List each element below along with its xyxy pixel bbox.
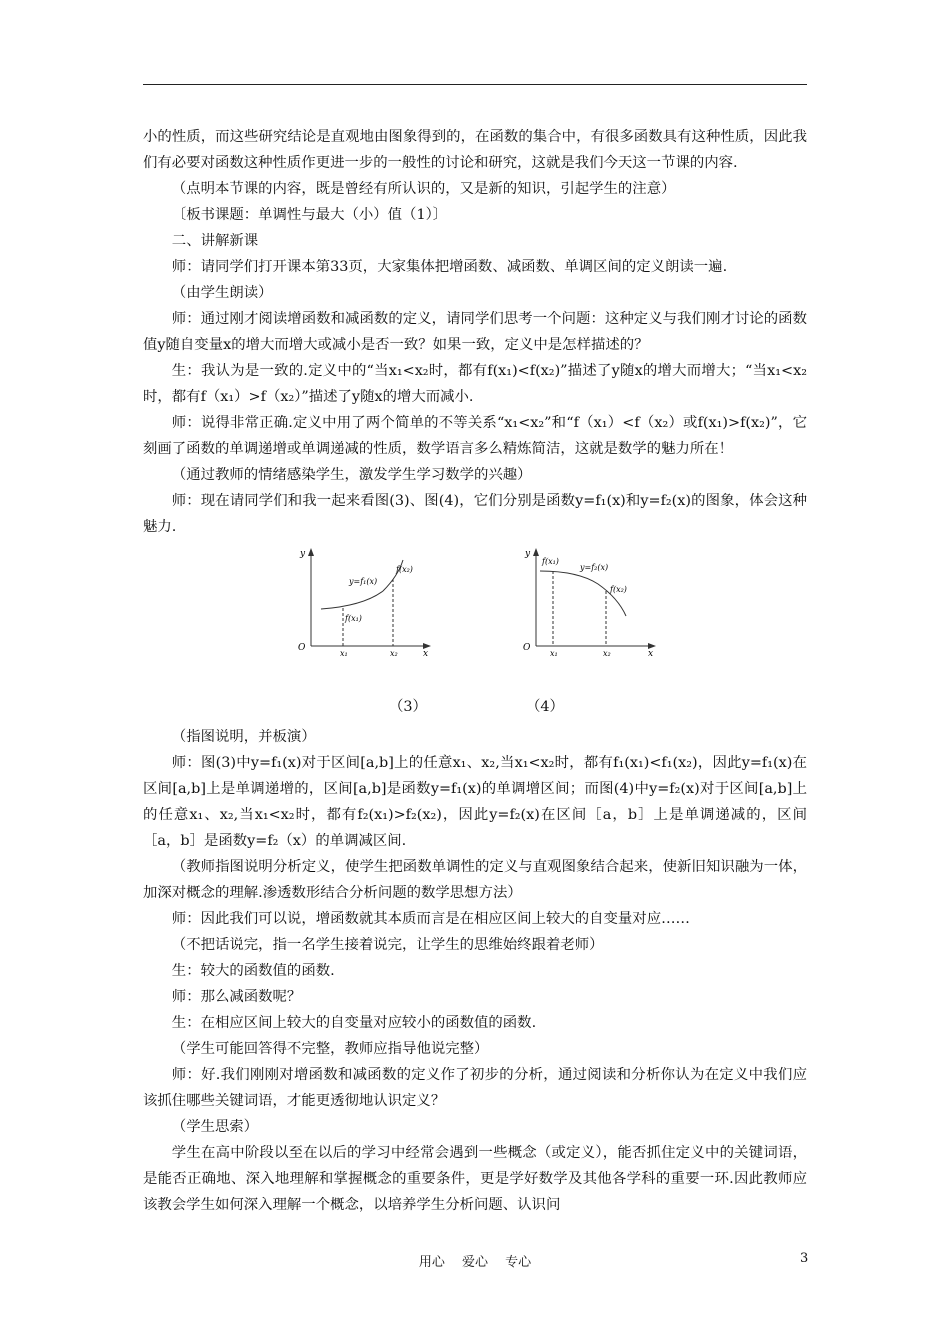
figure-3 bbox=[293, 546, 433, 656]
header-rule bbox=[143, 84, 807, 85]
fig4-fx1-label: f(x₁) bbox=[542, 557, 559, 566]
fig4-curve-label: y=f₂(x) bbox=[580, 563, 609, 572]
paragraph: （指图说明，并板演） bbox=[171, 729, 316, 745]
paragraph: （学生可能回答得不完整，教师应指导他说完整） bbox=[171, 1041, 489, 1057]
paragraph: （教师指图说明分析定义，使学生把函数单调性的定义与直观图象结合起来，使新旧知识融为一体，加深对概念的理解.渗透数形结合分析问题的数学思想方法） bbox=[143, 859, 807, 901]
paragraph: （由学生朗读） bbox=[171, 285, 273, 301]
paragraph: 师：说得非常正确.定义中用了两个简单的不等关系“x₁<x₂”和“f（x₁）<f（x₂）或f(x₁)>f(x₂)”，它刻画了函数的单调递增或单调递减的性质，数学语言多么精炼简洁，这就是数学的魅力所在！ bbox=[143, 415, 807, 457]
paragraph: 学生在高中阶段以至在以后的学习中经常会遇到一些概念（或定义），能否抓住定义中的关键词语，是能否正确地、深入地理解和掌握概念的重要条件，更是学好数学及其他各学科的重要一环.因此教师应该教会学生如何深入理解一个概念，以培养学生分析问题、认识问 bbox=[143, 1145, 807, 1213]
footer-motto: 用心 爱心 专心 bbox=[418, 1255, 532, 1270]
paragraph: （学生思索） bbox=[171, 1119, 259, 1135]
fig3-curve-label: y=f₁(x) bbox=[349, 577, 378, 586]
text-block-top bbox=[143, 124, 807, 540]
fig3-fx1-label: f(x₁) bbox=[345, 614, 362, 623]
fig4-y-label: y bbox=[525, 549, 531, 559]
fig4-origin: O bbox=[523, 643, 531, 653]
fig3-x-label: x bbox=[423, 649, 429, 656]
text-block-bottom bbox=[143, 724, 807, 1218]
figure-4-caption: （4） bbox=[526, 699, 564, 715]
fig3-x1-label: x₁ bbox=[340, 649, 348, 656]
fig4-x-label: x bbox=[648, 649, 654, 656]
fig3-y-label: y bbox=[300, 549, 306, 559]
paragraph: 生：在相应区间上较大的自变量对应较小的函数值的函数. bbox=[171, 1015, 537, 1031]
paragraph: （点明本节课的内容，既是曾经有所认识的，又是新的知识，引起学生的注意） bbox=[171, 181, 676, 197]
paragraph: 师：好.我们刚刚对增函数和减函数的定义作了初步的分析，通过阅读和分析你认为在定义中我们应该抓住哪些关键词语，才能更透彻地认识定义？ bbox=[143, 1067, 807, 1109]
fig4-x1-label: x₁ bbox=[550, 649, 558, 656]
paragraph: 师：图(3)中y=f₁(x)对于区间[a,b]上的任意x₁、x₂,当x₁<x₂时，都有f₁(x₁)<f₁(x₂)，因此y=f₁(x)在区间[a,b]上是单调递增的，区间[a,b]是函数y=f₁(x)的单调增区间；而图(4)中y=f₂(x)对于区间[a,b]上的任意x₁、x₂,当x₁<x₂时，都有f₂(x₁)>f₂(x₂)，因此y=f₂(x)在区间［a，b］上是单调递减的，区间［a，b］是函数y=f₂（x）的单调减区间. bbox=[143, 755, 807, 849]
paragraph: 师：通过刚才阅读增函数和减函数的定义，请同学们思考一个问题：这种定义与我们刚才讨论的函数值y随自变量x的增大而增大或减小是否一致？如果一致，定义中是怎样描述的？ bbox=[143, 311, 807, 353]
fig4-fx2-label: f(x₂) bbox=[610, 585, 627, 594]
paragraph: 师：请同学们打开课本第33页，大家集体把增函数、减函数、单调区间的定义朗读一遍. bbox=[171, 259, 728, 275]
fig3-x2-label: x₂ bbox=[390, 649, 398, 656]
figure-captions bbox=[143, 694, 807, 724]
paragraph: （不把话说完，指一名学生接着说完，让学生的思维始终跟着老师） bbox=[171, 937, 604, 953]
paragraph: 〔板书课题：单调性与最大（小）值（1）〕 bbox=[171, 207, 448, 223]
paragraph: （通过教师的情绪感染学生，激发学生学习数学的兴趣） bbox=[171, 467, 532, 483]
figures bbox=[143, 546, 807, 692]
paragraph: 生：我认为是一致的.定义中的“当x₁<x₂时，都有f(x₁)<f(x₂)”描述了y随x的增大而增大；“当x₁<x₂时，都有f（x₁）>f（x₂）”描述了y随x的增大而减小. bbox=[143, 363, 807, 405]
fig4-x2-label: x₂ bbox=[603, 649, 611, 656]
paragraph: 二、讲解新课 bbox=[171, 233, 259, 249]
paragraph: 小的性质，而这些研究结论是直观地由图象得到的，在函数的集合中，有很多函数具有这种性质，因此我们有必要对函数这种性质作更进一步的一般性的讨论和研究，这就是我们今天这一节课的内容. bbox=[143, 129, 807, 171]
fig3-origin: O bbox=[298, 643, 306, 653]
document-body bbox=[143, 124, 807, 1218]
figure-4 bbox=[518, 546, 658, 656]
figure-3-caption: （3） bbox=[389, 699, 427, 715]
fig3-y-arrow bbox=[308, 548, 314, 556]
fig3-fx2-label: f(x₂) bbox=[396, 565, 413, 574]
paragraph: 师：现在请同学们和我一起来看图(3)、图(4)，它们分别是函数y=f₁(x)和y=f₂(x)的图象，体会这种魅力. bbox=[143, 493, 807, 535]
fig4-y-arrow bbox=[533, 548, 539, 556]
paragraph: 师：那么减函数呢？ bbox=[171, 989, 302, 1005]
paragraph: 师：因此我们可以说，增函数就其本质而言是在相应区间上较大的自变量对应…… bbox=[171, 911, 690, 927]
paragraph: 生：较大的函数值的函数. bbox=[171, 963, 335, 979]
page-number: 3 bbox=[800, 1251, 809, 1266]
